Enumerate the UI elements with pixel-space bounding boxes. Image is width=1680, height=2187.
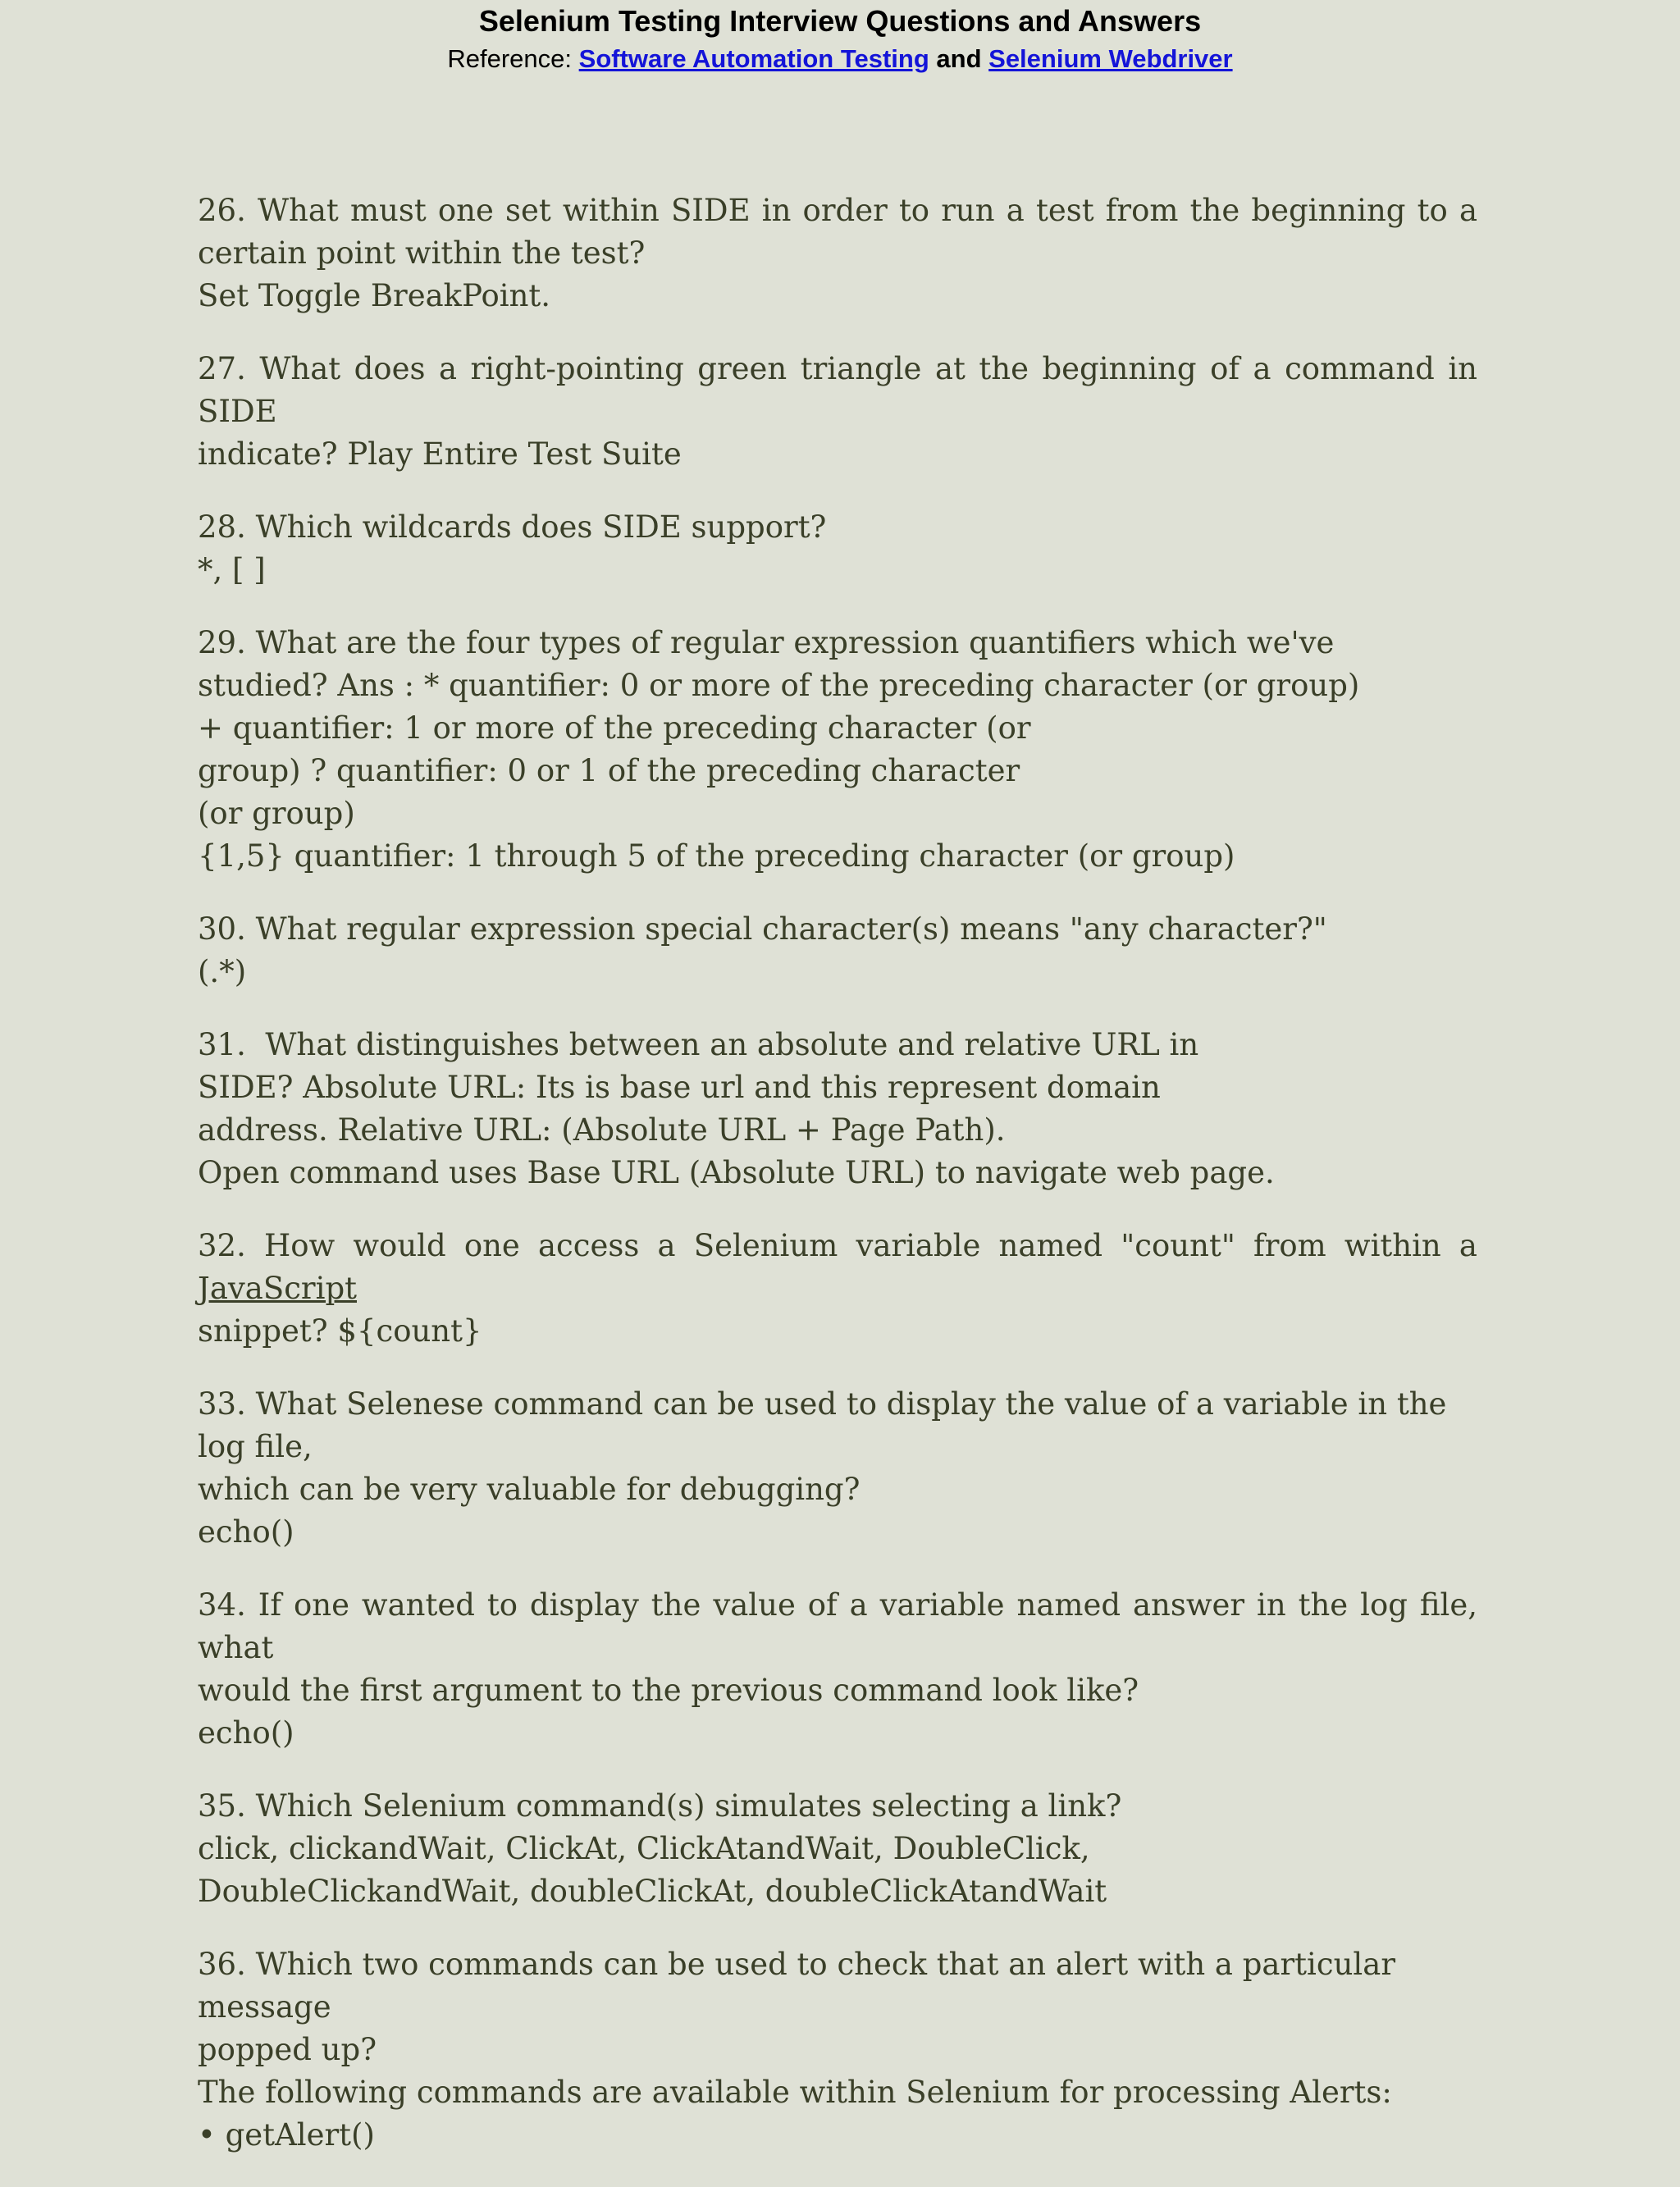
question-30: 30. What regular expression special character(s) means "any character?" — [198, 911, 1327, 947]
page-header — [0, 0, 1680, 74]
question-31-line-1: 31. What distinguishes between an absolute and relative URL in — [198, 1027, 1199, 1062]
question-31-line-2: SIDE? Absolute URL: Its is base url and this represent domain — [198, 1070, 1161, 1105]
question-36-line-2: popped up? — [198, 2032, 377, 2067]
question-27-line-1: 27. What does a right-pointing green triangle at the beginning of a command in SIDE — [198, 351, 1487, 429]
question-34-line-1: 34. If one wanted to display the value of a variable named answer in the log file, what — [198, 1587, 1487, 1665]
qa-item-33 — [198, 1383, 1477, 1554]
qa-content — [198, 189, 1487, 2187]
answer-28: *, [ ] — [198, 552, 266, 587]
qa-item-36 — [198, 1943, 1477, 2157]
answer-29-line-4: group) ? quantifier: 0 or 1 of the preceding character — [198, 753, 1020, 788]
question-33-line-1: 33. What Selenese command can be used to display the value of a variable in the log file, — [198, 1386, 1457, 1464]
page-title: Selenium Testing Interview Questions and Answers — [478, 4, 1202, 38]
answer-35-line-3: DoubleClickandWait, doubleClickAt, doubleClickAtandWait — [198, 1874, 1107, 1909]
answer-36-line-3: The following commands are available within Selenium for processing Alerts: — [198, 2075, 1392, 2110]
question-32-line-1 — [198, 1225, 1487, 1310]
reference-line — [0, 44, 1680, 74]
question-26-line-1: 26. What must one set within SIDE in order to run a test from the beginning to a — [198, 193, 1477, 228]
qa-item-34 — [198, 1584, 1487, 1755]
question-32-line-2: snippet? ${count} — [198, 1313, 482, 1349]
answer-34: echo() — [198, 1715, 294, 1751]
answer-29-line-6: {1,5} quantifier: 1 through 5 of the preceding character (or group) — [198, 838, 1235, 874]
selenium-webdriver-link[interactable]: Selenium Webdriver — [988, 44, 1233, 73]
question-36-line-1: 36. Which two commands can be used to check that an alert with a particular message — [198, 1947, 1405, 2025]
answer-33: echo() — [198, 1514, 294, 1550]
javascript-link[interactable]: JavaScript — [198, 1271, 357, 1306]
question-28: 28. Which wildcards does SIDE support? — [198, 509, 827, 545]
software-automation-testing-link[interactable]: Software Automation Testing — [578, 44, 929, 73]
answer-36-line-4: • getAlert() — [198, 2117, 375, 2153]
qa-item-32 — [198, 1225, 1487, 1353]
qa-item-30 — [198, 908, 1477, 993]
qa-item-26 — [198, 189, 1477, 317]
question-33-line-2: which can be very valuable for debugging? — [198, 1472, 861, 1507]
answer-26: Set Toggle BreakPoint. — [198, 278, 551, 313]
answer-29-line-5: (or group) — [198, 796, 355, 831]
qa-item-31 — [198, 1024, 1477, 1194]
answer-29-line-3: + quantifier: 1 or more of the preceding character (or — [198, 710, 1031, 746]
answer-31-line-4: Open command uses Base URL (Absolute URL) to navigate web page. — [198, 1155, 1275, 1190]
qa-item-35 — [198, 1785, 1477, 1913]
reference-and: and — [936, 44, 982, 73]
question-35: 35. Which Selenium command(s) simulates selecting a link? — [198, 1788, 1122, 1824]
question-26-line-2: certain point within the test? — [198, 235, 646, 271]
qa-item-29 — [198, 622, 1477, 878]
question-32-text: 32. How would one access a Selenium variable named "count" from within a — [198, 1228, 1487, 1263]
reference-prefix: Reference: — [447, 44, 579, 73]
question-27-line-2: indicate? Play Entire Test Suite — [198, 436, 682, 472]
qa-item-28 — [198, 506, 1477, 591]
question-29-line-1: 29. What are the four types of regular expression quantifiers which we've — [198, 625, 1335, 660]
qa-item-27 — [198, 348, 1487, 476]
answer-30: (.*) — [198, 954, 247, 989]
question-34-line-2: would the first argument to the previous command look like? — [198, 1673, 1139, 1708]
question-29-line-2: studied? Ans : * quantifier: 0 or more of the preceding character (or group) — [198, 668, 1360, 703]
answer-31-line-3: address. Relative URL: (Absolute URL + Page Path). — [198, 1112, 1006, 1148]
answer-35-line-2: click, clickandWait, ClickAt, ClickAtandWait, DoubleClick, — [198, 1831, 1090, 1866]
